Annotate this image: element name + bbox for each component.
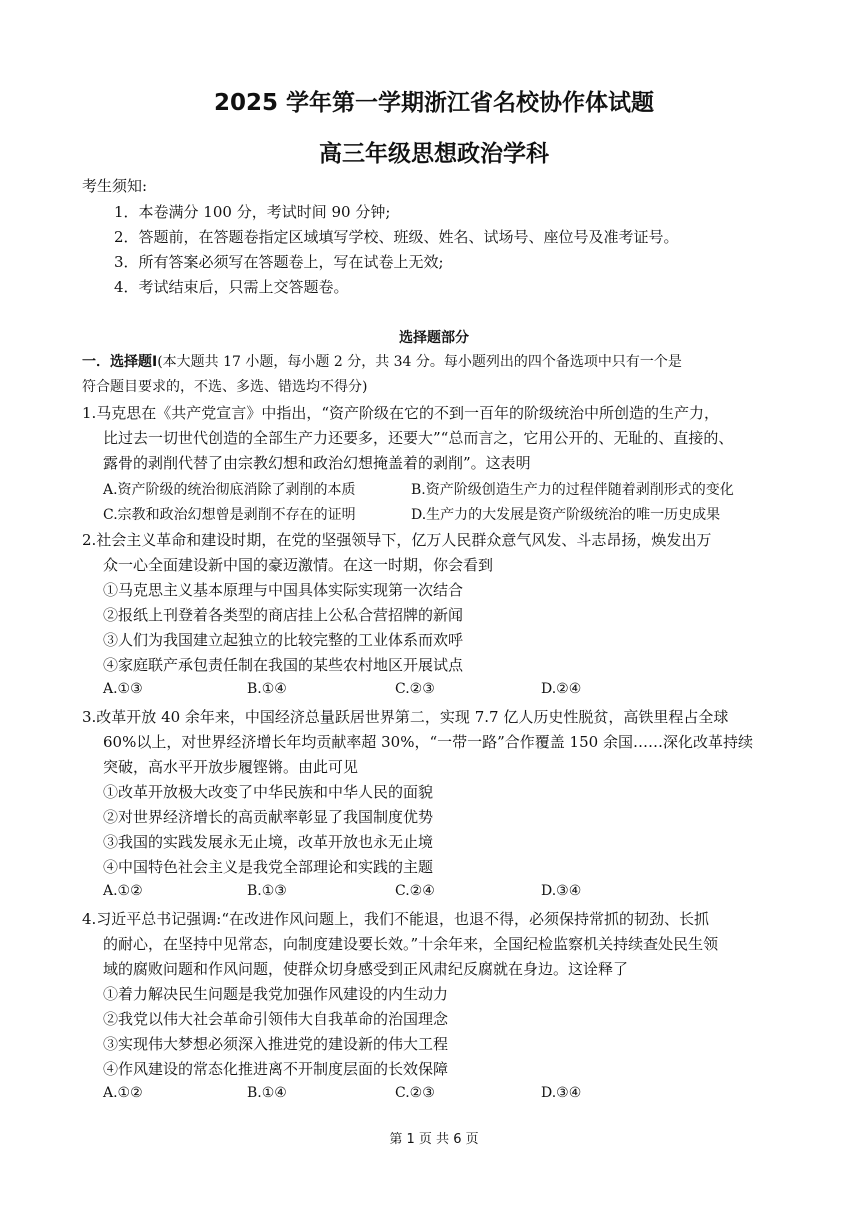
notice-list xyxy=(114,200,834,300)
notice-item: 4．考试结束后，只需上交答题卷。 xyxy=(114,278,349,296)
option-a: A.资产阶级的统治彻底消除了剥削的本质 xyxy=(103,482,356,498)
notice-item: 3．所有答案必须写在答题卷上，写在试卷上无效; xyxy=(114,253,444,271)
part-label: 一．选择题Ⅰ xyxy=(82,354,158,370)
question-stem-line: 3.改革开放 40 余年来，中国经济总量跃居世界第二，实现 7.7 亿人历史性脱贫，高铁里程占全球 xyxy=(82,708,729,726)
statement-1: ①马克思主义基本原理与中国具体实际实现第一次结合 xyxy=(103,581,464,599)
statement-3: ③人们为我国建立起独立的比较完整的工业体系而欢呼 xyxy=(103,631,464,649)
statement-1: ①改革开放极大改变了中华民族和中华人民的面貌 xyxy=(103,783,434,801)
option-c: C.②③ xyxy=(395,681,435,697)
option-d: D.③④ xyxy=(541,1085,582,1101)
statement-4: ④中国特色社会主义是我党全部理论和实践的主题 xyxy=(103,858,434,876)
question-stem-line: 比过去一切世代创造的全部生产力还要多，还要大”“总而言之，它用公开的、无耻的、直接的、 xyxy=(103,429,734,447)
question-stem-line: 露骨的剥削代替了由宗教幻想和政治幻想掩盖着的剥削”。这表明 xyxy=(103,454,531,472)
option-b: B.①④ xyxy=(247,681,287,697)
part-desc-line1: (本大题共 17 小题，每小题 2 分，共 34 分。每小题列出的四个备选项中只有一个是 xyxy=(157,354,682,370)
option-d: D.②④ xyxy=(541,681,582,697)
option-b: B.①④ xyxy=(247,1085,287,1101)
option-c: C.宗教和政治幻想曾是剥削不存在的证明 xyxy=(103,507,356,523)
option-c: C.②④ xyxy=(395,883,435,899)
option-b: B.资产阶级创造生产力的过程伴随着剥削形式的变化 xyxy=(411,482,734,498)
question-stem-line: 1.马克思在《共产党宣言》中指出，“资产阶级在它的不到一百年的阶级统治中所创造的生产力， xyxy=(82,404,719,422)
exam-title: 2025 学年第一学期浙江省名校协作体试题 xyxy=(213,90,655,116)
option-a: A.①③ xyxy=(103,681,143,697)
notice-item: 2．答题前，在答题卷指定区域填写学校、班级、姓名、试场号、座位号及准考证号。 xyxy=(114,228,679,246)
statement-2: ②报纸上刊登着各类型的商店挂上公私合营招牌的新闻 xyxy=(103,606,464,624)
part-desc-line2: 符合题目要求的，不选、多选、错选均不得分) xyxy=(82,379,368,395)
notice-heading: 考生须知: xyxy=(82,177,148,195)
exam-subtitle: 高三年级思想政治学科 xyxy=(319,141,549,167)
page-footer: 第 1 页 共 6 页 xyxy=(389,1132,479,1147)
statement-2: ②对世界经济增长的高贡献率彰显了我国制度优势 xyxy=(103,808,434,826)
statement-4: ④家庭联产承包责任制在我国的某些农村地区开展试点 xyxy=(103,656,464,674)
statement-2: ②我党以伟大社会革命引领伟大自我革命的治国理念 xyxy=(103,1010,449,1028)
option-c: C.②③ xyxy=(395,1085,435,1101)
statement-3: ③我国的实践发展永无止境，改革开放也永无止境 xyxy=(103,833,434,851)
option-a: A.①② xyxy=(103,1085,143,1101)
question-stem-line: 众一心全面建设新中国的豪迈激情。在这一时期，你会看到 xyxy=(103,556,494,574)
option-d: D.③④ xyxy=(541,883,582,899)
option-a: A.①② xyxy=(103,883,143,899)
question-stem-line: 域的腐败问题和作风问题，使群众切身感受到正风肃纪反腐就在身边。这诠释了 xyxy=(103,960,629,978)
question-stem-line: 的耐心，在坚持中见常态，向制度建设要长效。”十余年来，全国纪检监察机关持续查处民生领 xyxy=(103,935,719,953)
question-stem-line: 2.社会主义革命和建设时期，在党的坚强领导下，亿万人民群众意气风发、斗志昂扬，焕发出万 xyxy=(82,531,712,549)
section-title: 选择题部分 xyxy=(399,330,469,346)
question-stem-line: 突破，高水平开放步履铿锵。由此可见 xyxy=(103,758,359,776)
question-stem-line: 60%以上，对世界经济增长年均贡献率超 30%，“一带一路”合作覆盖 150 余国……深化改革持续 xyxy=(103,733,753,751)
statement-4: ④作风建设的常态化推进离不开制度层面的长效保障 xyxy=(103,1060,449,1078)
question-stem-line: 4.习近平总书记强调:“在改进作风问题上，我们不能退，也退不得，必须保持常抓的韧劲、长抓 xyxy=(82,910,710,928)
statement-1: ①着力解决民生问题是我党加强作风建设的内生动力 xyxy=(103,985,449,1003)
part-instructions xyxy=(82,350,782,400)
option-d: D.生产力的大发展是资产阶级统治的唯一历史成果 xyxy=(411,507,721,523)
option-b: B.①③ xyxy=(247,883,287,899)
notice-item: 1．本卷满分 100 分，考试时间 90 分钟; xyxy=(114,203,391,221)
statement-3: ③实现伟大梦想必须深入推进党的建设新的伟大工程 xyxy=(103,1035,449,1053)
